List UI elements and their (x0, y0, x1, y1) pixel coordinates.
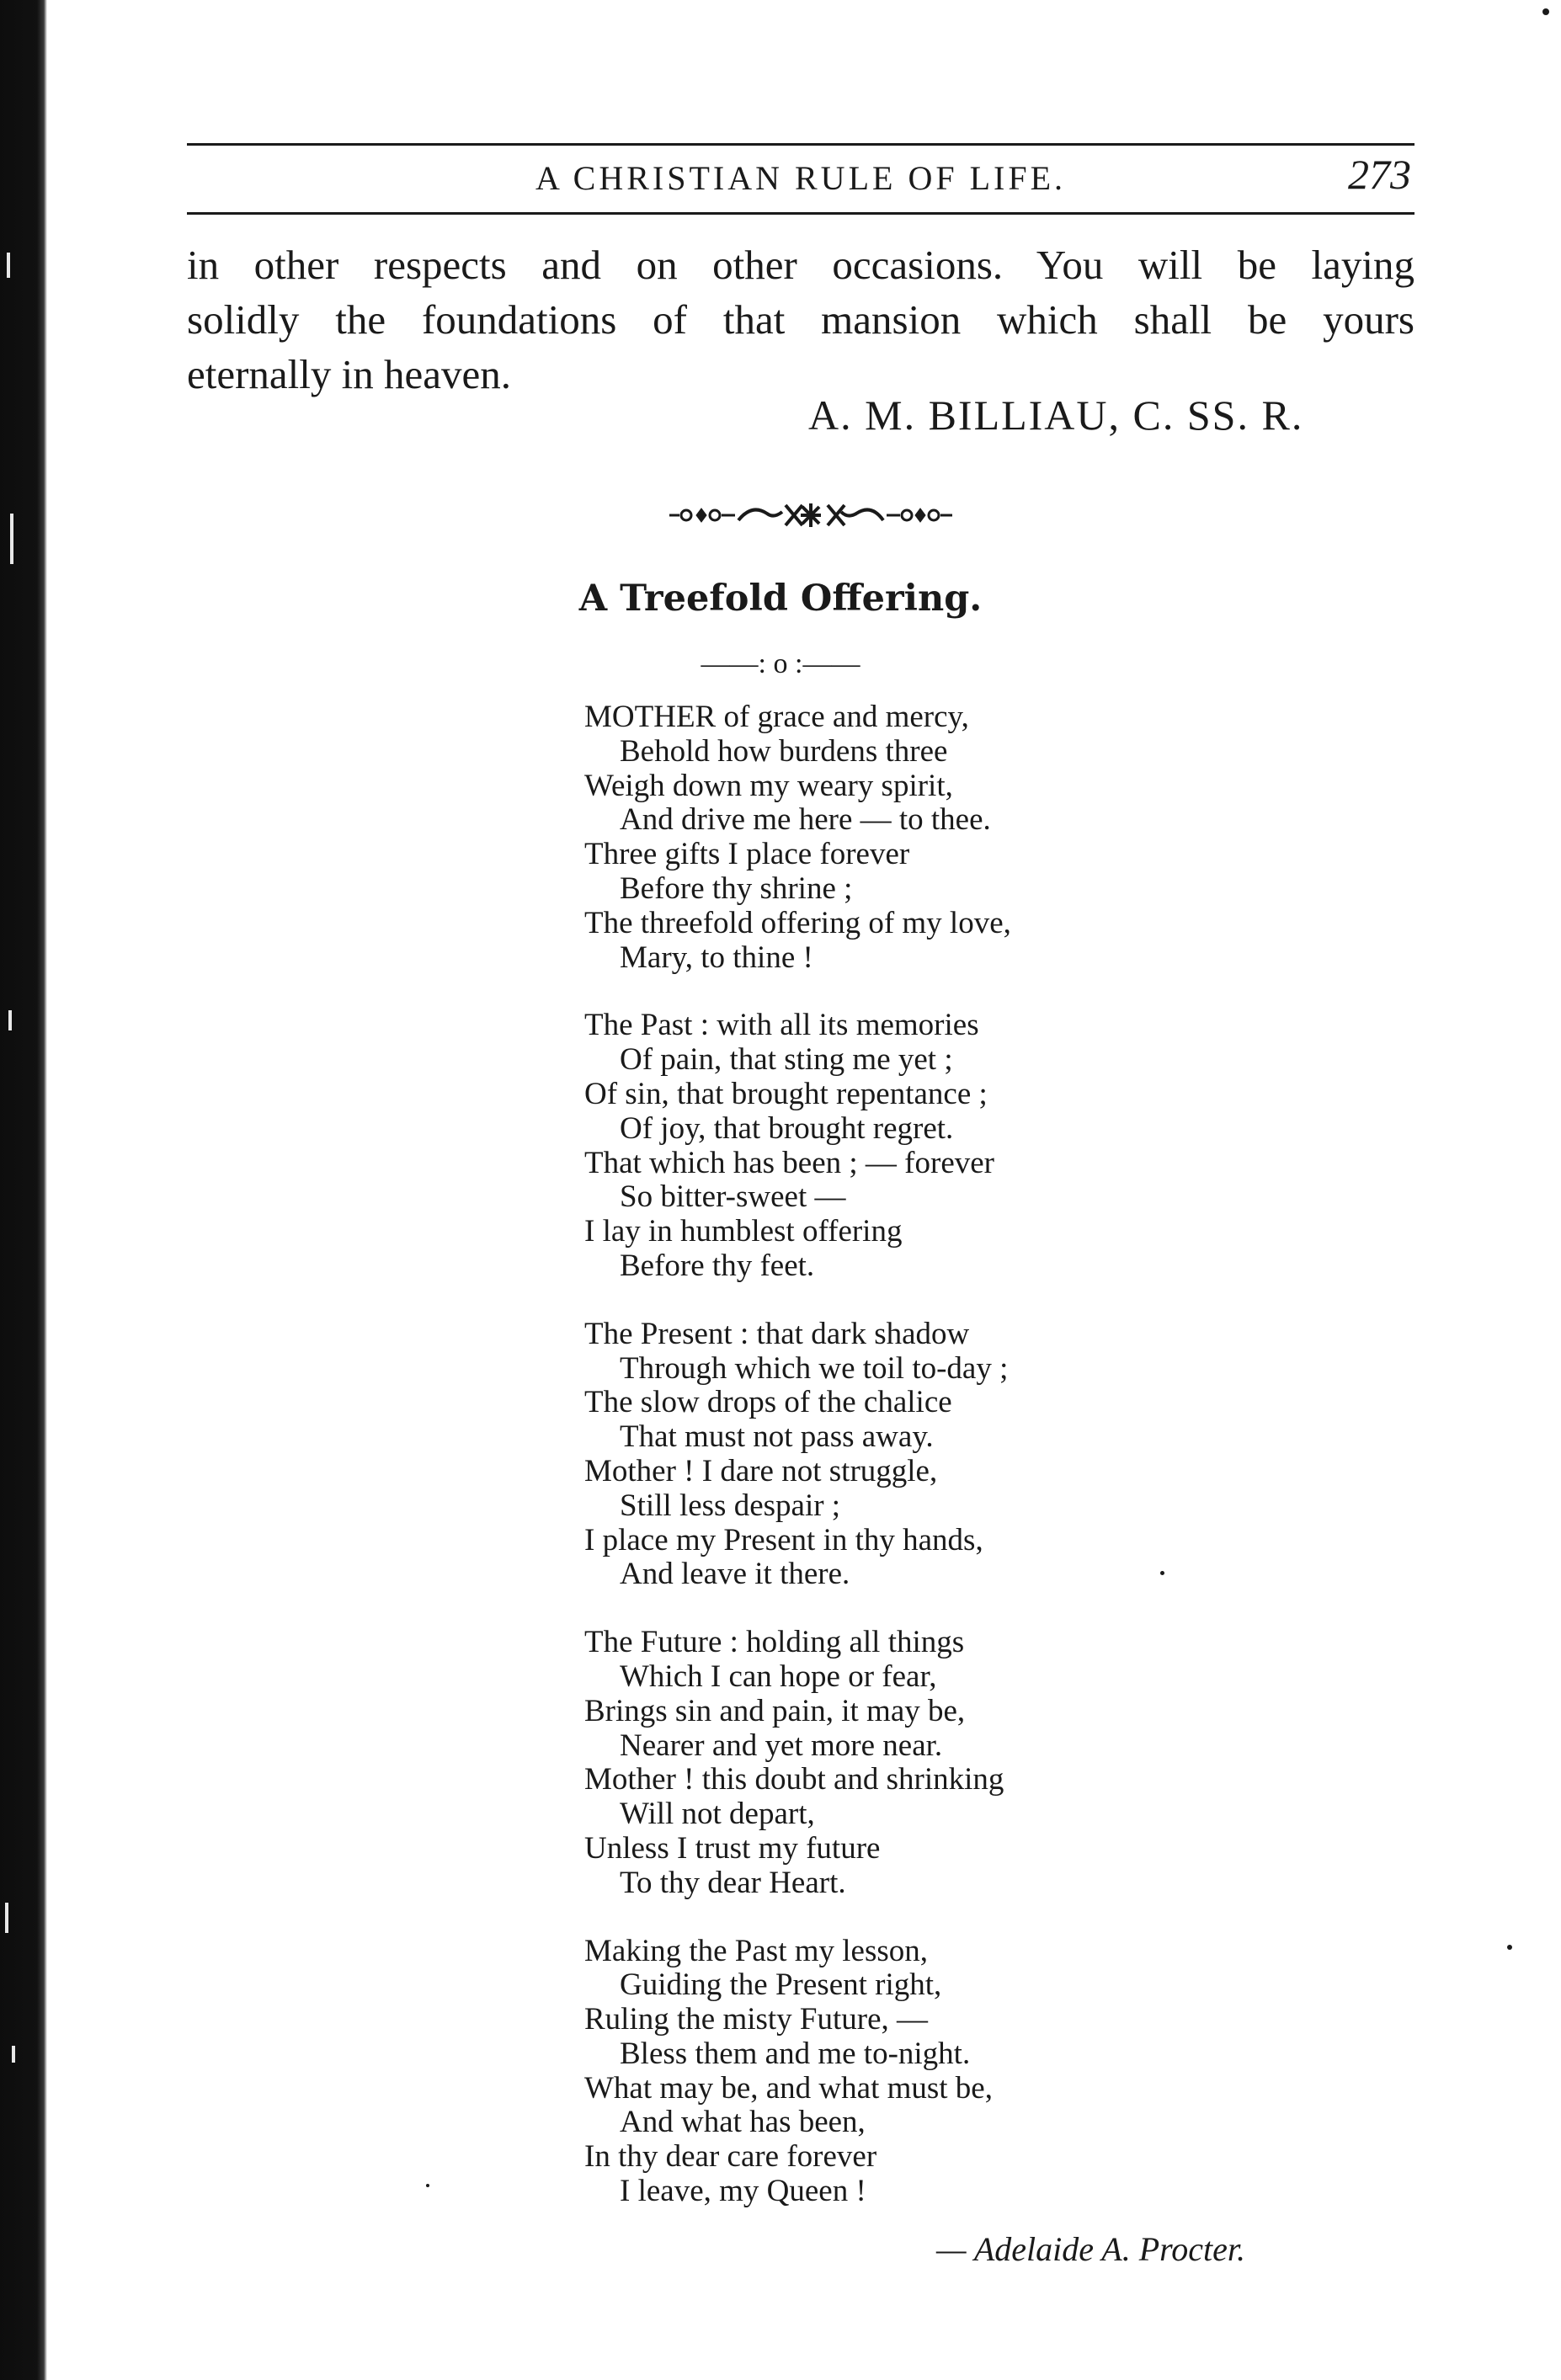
page-number: 273 (1348, 151, 1411, 198)
prose-line: eternally in heaven. (187, 351, 512, 397)
header-top-rule (187, 143, 1414, 146)
author-signature: A. M. BILLIAU, C. SS. R. (808, 391, 1304, 439)
poem-verse: Behold how burdens three (620, 733, 948, 769)
poem-verse: Ruling the misty Future, — (584, 2002, 929, 2037)
poem-verse: Making the Past my lesson, (584, 1933, 929, 1968)
print-speck (1542, 8, 1549, 15)
print-speck (1507, 1945, 1512, 1950)
poem-verse: Which I can hope or fear, (620, 1659, 937, 1694)
poem-verse (584, 700, 1342, 735)
poem-stanza (584, 1626, 1342, 1900)
print-speck (1160, 1571, 1164, 1575)
poem-verse: In thy dear care forever (584, 2139, 877, 2175)
binding-speck (7, 253, 10, 278)
poem-verse: I leave, my Queen ! (620, 2174, 866, 2209)
binding-speck (12, 2046, 15, 2063)
poem-verse: Before thy shrine ; (620, 871, 853, 906)
poem-stanza (584, 1935, 1342, 2209)
prose-paragraph (187, 237, 1414, 402)
poem-verse: I lay in humblest offering (584, 1214, 903, 1249)
poem-verse: Three gifts I place forever (584, 837, 910, 872)
poem-verse: Bless them and me to-night. (620, 2036, 971, 2071)
prose-line: in other respects and on other occasions. You will be laying (187, 242, 1414, 288)
poem-verse: Of pain, that sting me yet ; (620, 1042, 953, 1078)
poem-verse: Mary, to thine ! (620, 940, 813, 975)
running-title: A CHRISTIAN RULE OF LIFE. (535, 159, 1067, 197)
poem-stanza (584, 1318, 1342, 1592)
poem-verse: Of joy, that brought regret. (620, 1110, 954, 1146)
poem-verse: Before thy feet. (620, 1248, 815, 1283)
poem-verse: Through which we toil to-day ; (620, 1350, 1009, 1386)
binding-speck (8, 1010, 12, 1030)
title-separator: ——: o :—— (701, 648, 860, 679)
poem-verse: The slow drops of the chalice (584, 1385, 952, 1420)
header-bottom-rule (187, 212, 1414, 215)
poem-verse: And drive me here — to thee. (620, 802, 991, 838)
page-header (187, 152, 1414, 210)
poem-verse: I place my Present in thy hands, (584, 1522, 983, 1557)
poem-verse: Weigh down my weary spirit, (584, 768, 953, 803)
poem-initial-word: MOTHER (584, 700, 717, 734)
poem-body (584, 700, 1342, 2243)
poem-verse: Unless I trust my future (584, 1830, 881, 1866)
poem-verse-rest: of grace and mercy, (716, 700, 969, 734)
poem-verse: What may be, and what must be, (584, 2070, 993, 2106)
poem-verse: Of sin, that brought repentance ; (584, 1076, 988, 1111)
poem-attribution: — Adelaide A. Procter. (936, 2230, 1245, 2268)
poem-verse: Guiding the Present right, (620, 1967, 942, 2003)
print-speck (426, 2184, 429, 2187)
poem-verse: The Present : that dark shadow (584, 1316, 970, 1351)
poem-verse: Still less despair ; (620, 1488, 841, 1523)
poem-stanza (584, 1009, 1342, 1283)
poem-verse: The Future : holding all things (584, 1625, 965, 1660)
ornament-divider-icon (668, 498, 954, 532)
poem-verse: Brings sin and pain, it may be, (584, 1693, 966, 1728)
poem-verse: So bitter-sweet — (620, 1179, 846, 1215)
poem-verse: And leave it there. (620, 1557, 850, 1592)
poem-verse: Mother ! I dare not struggle, (584, 1453, 938, 1488)
poem-verse: That must not pass away. (620, 1419, 934, 1455)
poem-verse: Nearer and yet more near. (620, 1728, 943, 1763)
poem-verse: Mother ! this doubt and shrinking (584, 1762, 1004, 1797)
poem-verse: And what has been, (620, 2105, 866, 2140)
poem-stanza (584, 700, 1342, 975)
binding-speck (10, 514, 13, 564)
poem-title: A Treefold Offering. (578, 578, 983, 620)
page-binding-shadow (0, 0, 47, 2380)
poem-verse: The threefold offering of my love, (584, 905, 1011, 940)
poem-verse: That which has been ; — forever (584, 1145, 994, 1180)
prose-line: solidly the foundations of that mansion which shall be yours (187, 296, 1414, 343)
poem-verse: The Past : with all its memories (584, 1008, 979, 1043)
poem-verse: To thy dear Heart. (620, 1865, 846, 1900)
poem-verse: Will not depart, (620, 1797, 815, 1832)
binding-speck (5, 1903, 8, 1933)
